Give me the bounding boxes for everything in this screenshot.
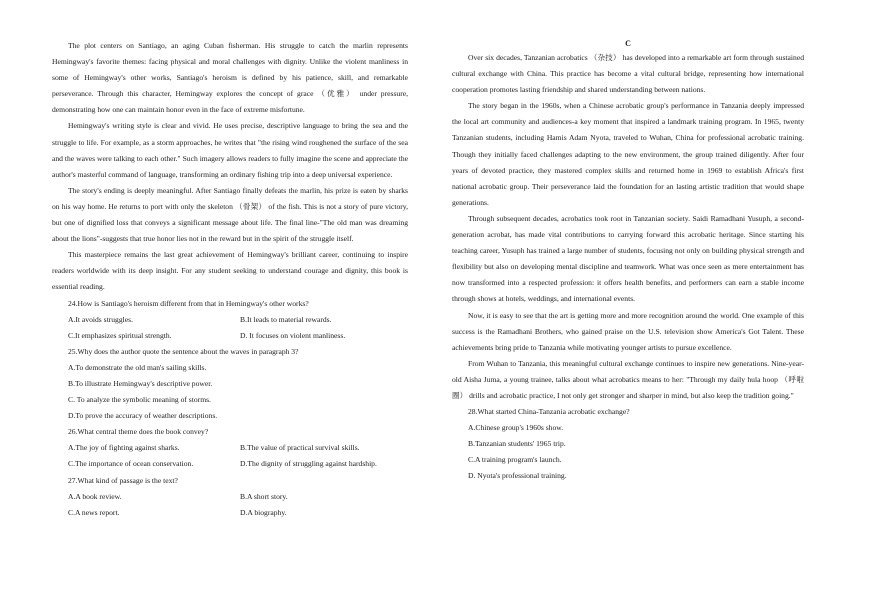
options-list	[52, 360, 408, 424]
option-d: D.The dignity of struggling against hardship.	[240, 459, 377, 469]
left-column	[52, 38, 408, 521]
option-b: B.It leads to material rewards.	[240, 314, 332, 324]
section-heading: C	[625, 39, 631, 48]
option-a: A.To demonstrate the old man's sailing skills.	[68, 362, 207, 372]
option-a: A.The joy of fighting against sharks.	[68, 443, 180, 453]
option-d: D. It focuses on violent manliness.	[240, 330, 346, 340]
options-grid	[52, 489, 408, 521]
options-list	[452, 420, 804, 484]
right-column	[452, 38, 804, 485]
question-stem: 24.How is Santiago's heroism different from that in Hemingway's other works?	[68, 298, 309, 308]
question-stem: 26.What central theme does the book convey?	[68, 427, 209, 437]
option-d: D. Nyota's professional training.	[468, 471, 567, 481]
option-b: B.A short story.	[240, 491, 288, 501]
option-b: B.The value of practical survival skills.	[240, 443, 360, 453]
passage-paragraph: The plot centers on Santiago, an aging Cuban fisherman. His struggle to catch the marlin represents Hemingway's favorite themes: facing physical and moral challenges with dignity. Unlike the violent manliness in some of Hemingway's other works, Santiago's heroism is defined by his patience, skill, and remarkable perseverance. Through this character, Hemingway explores the concept of grace （优雅） under pressure, demonstrating how one can maintain honor even in the face of extreme misfortune.	[52, 41, 408, 115]
option-a: A.It avoids struggles.	[68, 314, 133, 324]
passage-paragraph: This masterpiece remains the last great achievement of Hemingway's brilliant career, continuing to inspire readers worldwide with its deep insight. For any student seeking to understand courage and dignity, this book is essential reading.	[52, 250, 408, 292]
passage-paragraph: The story began in the 1960s, when a Chinese acrobatic group's performance in Tanzania deeply impressed the local art community and audiences-a key moment that inspired a landmark training program. In 1965, twenty Tanzanian students, including Hamis Adam Nyota, traveled to Wuhan, China for professional acrobatic training. Though they initially faced challenges adapting to the new environment, the group trained diligently. After four years of devoted practice, they mastered complex skills and returned home in 1969 to establish Africa's first national acrobatic group. Their perseverance laid the foundation for an lasting artistic tradition that would shape generations.	[452, 101, 804, 207]
passage-b	[52, 38, 408, 296]
question-28	[452, 404, 804, 484]
question-26	[52, 424, 408, 472]
passage-paragraph: Through subsequent decades, acrobatics took root in Tanzanian society. Saidi Ramadhani Yusuph, a second-generation acrobat, has made vital contributions to carrying forward this acrobatic heritage. Since starting his teaching career, Yusuph has trained a large number of students, focusing not only on building physical strength and flexibility but also on developing mental discipline and teamwork. What was once seen as mere entertainment has now transformed into a respected profession: it offers health benefits, and performers can earn a stable income through shows at hotels, weddings, and international events.	[452, 213, 804, 304]
passage-paragraph: From Wuhan to Tanzania, this meaningful cultural exchange continues to inspire new generations. Nine-year-old Aisha Juma, a young trainee, talks about what acrobatics means to her: "Through my daily hula hoop （呼啦圈） drills and acrobatic practice, I not only get stronger and sharper in mind, but also keep the tradition going."	[452, 358, 804, 400]
option-b: B.To illustrate Hemingway's descriptive power.	[68, 378, 213, 388]
options-grid	[52, 440, 408, 472]
passage-paragraph: Now, it is easy to see that the art is getting more and more recognition around the world. One example of this success is the Ramadhani Brothers, who gained praise on the U.S. television show America's Got Talent. These achievements bring pride to Tanzania while motivating younger artists to pursue excellence.	[452, 310, 804, 352]
question-27	[52, 473, 408, 521]
option-b: B.Tanzanian students' 1965 trip.	[468, 439, 566, 449]
option-a: A.A book review.	[68, 491, 122, 501]
option-d: D.To prove the accuracy of weather descriptions.	[68, 411, 218, 421]
passage-paragraph: Over six decades, Tanzanian acrobatics （杂技） has developed into a remarkable art form through sustained cultural exchange with China. This practice has become a vital cultural bridge, representing how international cooperation promotes lasting friendship and shared understanding between nations.	[452, 53, 804, 95]
options-grid	[52, 312, 408, 344]
passage-c	[452, 50, 804, 404]
option-a: A.Chinese group's 1960s show.	[468, 423, 564, 433]
option-d: D.A biography.	[240, 507, 287, 517]
question-stem: 27.What kind of passage is the text?	[68, 475, 178, 485]
question-24	[52, 296, 408, 344]
option-c: C.It emphasizes spiritual strength.	[68, 330, 172, 340]
question-stem: 28.What started China-Tanzania acrobatic exchange?	[468, 407, 630, 417]
passage-paragraph: The story's ending is deeply meaningful. After Santiago finally defeats the marlin, his prize is eaten by sharks on his way home. He returns to port with only the skeleton （骨架） of the fish. This is not a story of pure victory, but one of dignified loss that conveys a significant message about life. The final line-"The old man was dreaming about the lions"-suggests that true honor lies not in the reward but in the spirit of the struggle itself.	[52, 185, 408, 244]
question-25	[52, 344, 408, 424]
question-stem: 25.Why does the author quote the sentence about the waves in paragraph 3?	[68, 346, 299, 356]
option-c: C.A news report.	[68, 507, 120, 517]
option-c: C.A training program's launch.	[468, 455, 562, 465]
passage-paragraph: Hemingway's writing style is clear and vivid. He uses precise, descriptive language to bring the sea and the struggle to life. For example, as a storm approaches, he writes that "the rising wind roughened the surface of the sea and the waves were talking to each other." Such imagery allows readers to fully imagine the scene and appreciate the author's masterful command of language, transforming an ordinary fishing trip into a deep universal experience.	[52, 121, 408, 179]
option-c: C. To analyze the symbolic meaning of storms.	[68, 395, 211, 405]
option-c: C.The importance of ocean conservation.	[68, 459, 194, 469]
